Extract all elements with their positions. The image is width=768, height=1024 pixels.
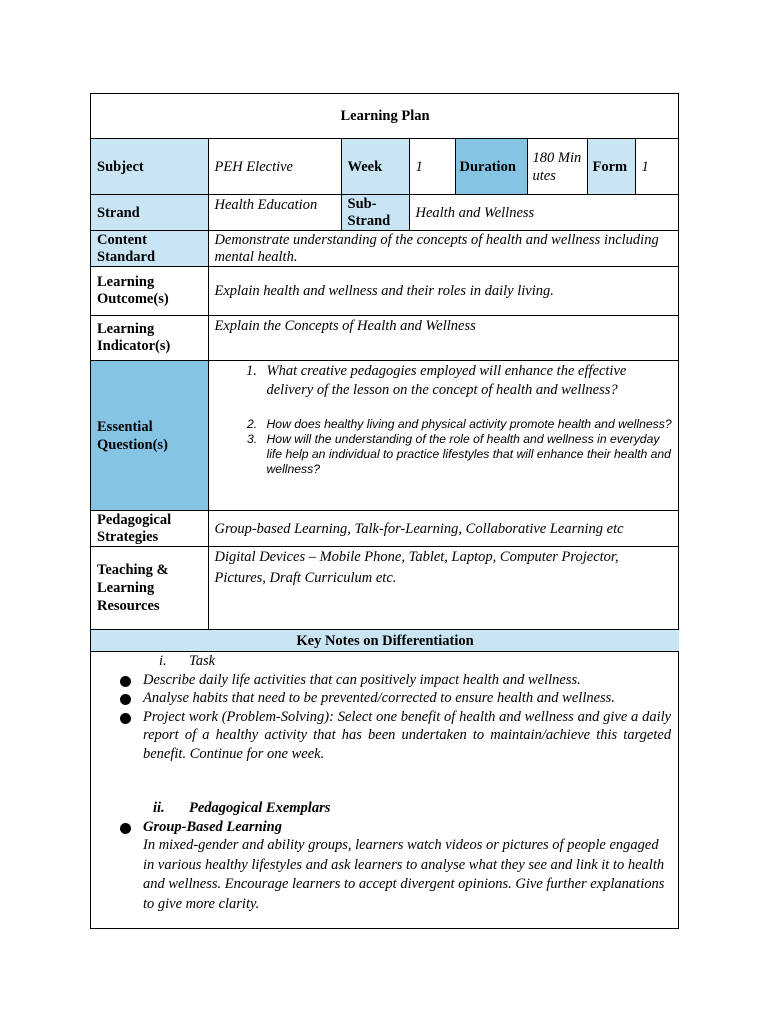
strand-value: Health Education: [208, 195, 341, 231]
bullet-icon: [120, 676, 131, 687]
task-item: [91, 708, 679, 764]
learning-plan-document: [90, 93, 679, 929]
form-label: Form: [587, 139, 635, 194]
task-item: [91, 689, 679, 708]
strand-label: Strand: [91, 195, 208, 231]
sub-strand-value: Health and Wellness: [409, 195, 679, 231]
sub-strand-label: Sub-Strand: [341, 195, 409, 231]
pedagogical-strategies-label: Pedagogical Strategies: [91, 511, 208, 547]
pedagogical-strategies-value: Group-based Learning, Talk-for-Learning, Collaborative Learning etc: [208, 511, 679, 547]
resources-text: Digital Devices – Mobile Phone, Tablet, Laptop, Computer Projector, Pictures, Draft Curriculum etc.: [214, 549, 619, 586]
exemplar-title: Group-Based Learning: [143, 818, 282, 835]
task-item-text: Project work (Problem-Solving): Select one benefit of health and wellness and give a daily report of a healthy activity that has been undertaken to maintain/achieve this targeted benefit. Continue for one week.: [143, 708, 672, 762]
learning-plan-table: [91, 94, 679, 929]
learning-outcome-value: Explain health and wellness and their roles in daily living.: [208, 267, 679, 316]
essential-questions-list: [215, 362, 674, 477]
week-value: 1: [409, 139, 455, 195]
key-notes-body: [91, 652, 679, 914]
resources-value: [208, 547, 679, 630]
key-notes-cell: [91, 652, 679, 929]
duration-form-group: [527, 139, 679, 195]
duration-label: Duration: [455, 139, 527, 195]
bullet-icon: [120, 694, 131, 705]
task-item: [91, 671, 679, 690]
exemplar-item: [91, 818, 679, 837]
learning-outcome-label: Learning Outcome(s): [91, 267, 208, 316]
task-heading-text: Task: [189, 653, 216, 669]
content-standard-value: Demonstrate understanding of the concepts of health and wellness including mental health.: [208, 231, 679, 267]
key-notes-heading: Key Notes on Differentiation: [91, 630, 679, 652]
plan-title: Learning Plan: [91, 94, 679, 139]
task-item-text: Analyse habits that need to be prevented/corrected to ensure health and wellness.: [143, 690, 615, 706]
learning-indicator-value: Explain the Concepts of Health and Wellness: [208, 316, 679, 361]
exemplars-heading: [91, 799, 679, 818]
essential-questions-cell: [208, 361, 679, 511]
task-number: i.: [159, 653, 167, 669]
subject-label: Subject: [91, 139, 208, 195]
resources-label: Teaching & Learning Resources: [91, 547, 208, 630]
form-value: 1: [641, 158, 649, 175]
exemplar-text: In mixed-gender and ability groups, learners watch videos or pictures of people engaged in various healthy lifestyles and ask learners to analyse what they see and link it to health and wellness. Encourage learners to accept divergent opinions. Give further explanations to give more clarity.: [143, 837, 665, 912]
duration-value: 180 Minutes: [528, 139, 588, 194]
content-standard-label: Content Standard: [91, 231, 208, 267]
question-2: 2. How does healthy living and physical activity promote health and wellness?: [261, 417, 674, 432]
subject-value: PEH Elective: [208, 139, 341, 195]
bullet-icon: [120, 823, 131, 834]
essential-questions-label: Essential Question(s): [91, 361, 208, 511]
learning-indicator-label: Learning Indicator(s): [91, 316, 208, 361]
exemplars-heading-text: Pedagogical Exemplars: [189, 800, 331, 816]
task-heading: [91, 652, 679, 671]
bullet-icon: [120, 713, 131, 724]
week-label: Week: [341, 139, 409, 195]
question-3: 3. How will the understanding of the role of health and wellness in everyday life help an individual to practice lifestyles that will enhance their health and wellness?: [261, 432, 674, 477]
question-1: 1. What creative pedagogies employed will enhance the effective delivery of the lesson on the concept of health and wellness?: [261, 362, 674, 400]
exemplars-number: ii.: [153, 800, 165, 816]
task-item-text: Describe daily life activities that can positively impact health and wellness.: [143, 671, 581, 688]
